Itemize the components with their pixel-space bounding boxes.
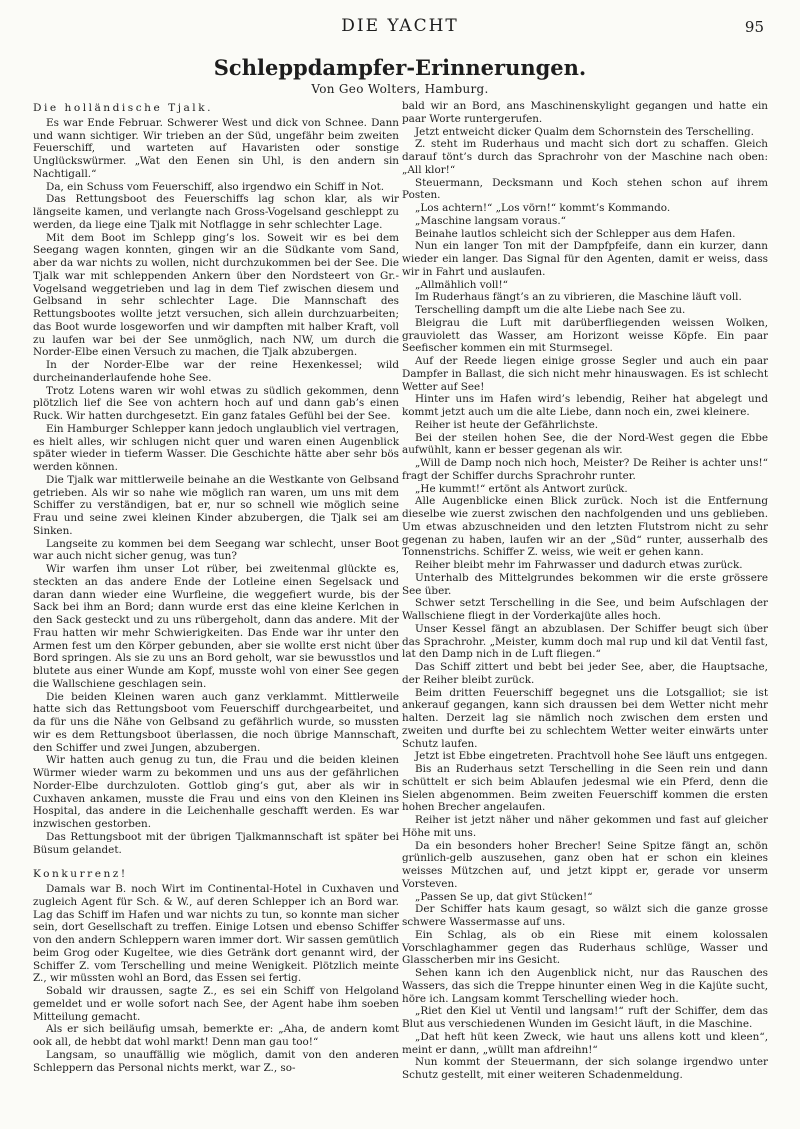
paragraph: In der Norder-Elbe war der reine Hexenkessel; wild durcheinanderlaufende hohe See.: [33, 359, 399, 384]
paragraph: Die beiden Kleinen waren auch ganz verklammt. Mittlerweile hatte sich das Rettungsboot vom Feuerschiff durchgearbeitet, und da für uns die Nähe von Gelbsand zu gefährlich wurde, so mussten wir es dem Rettungsboot überlassen, die noch übrige Mannschaft, den Schiffer und zwei Jungen, abzubergen.: [33, 690, 399, 754]
article-title: Schleppdampfer-Erinnerungen.: [213, 55, 587, 80]
paragraph: Unterhalb des Mittelgrundes bekommen wir die erste grössere See über.: [402, 571, 768, 597]
paragraph: Das Rettungsboot des Feuerschiffs lag schon klar, als wir längseite kamen, und verlangte nach Gross-Vogelsand geschleppt zu werden, da liege eine Tjalk mit Notflagge in sehr schlechter Lage.: [33, 193, 399, 231]
page-header: [0, 16, 800, 40]
paragraph: „Los achtern!“ „Los vörn!“ kommt’s Kommando.: [415, 202, 671, 214]
paragraph: Terschelling dampft um die alte Liebe nach See zu.: [415, 304, 686, 316]
paragraph: Ein Schlag, als ob ein Riese mit einem kolossalen Vorschlaghammer gegen das Ruderhaus schlüge, Wasser und Glasscherben mir ins Gesicht.: [402, 928, 768, 967]
paragraph: Sobald wir draussen, sagte Z., es sei ein Schiff von Helgoland gemeldet und er wolle sofort nach See, der Agent habe ihm soeben Mitteilung gemacht.: [33, 985, 399, 1023]
paragraph: Damals war B. noch Wirt im Continental-Hotel in Cuxhaven und zugleich Agent für Sch. & W., auf deren Schlepper ich an Bord war. Lag das Schiff im Hafen und war nichts zu tun, so konnte man sicher sein, dort Gesellschaft zu treffen. Einige Lotsen und ebenso Schiffer von den andern Schleppern waren immer dort. Wir sassen gemütlich beim Grog oder Kugeltee, wie dies Getränk dort genannt wird, der Schiffer Z. vom Terschelling und meine Wenigkeit. Plötzlich meinte Z., wir müssten wohl an Bord, das Essen sei fertig.: [33, 883, 399, 985]
paragraph: Da, ein Schuss vom Feuerschiff, also irgendwo ein Schiff in Not.: [46, 180, 385, 193]
paragraph: Wir hatten auch genug zu tun, die Frau und die beiden kleinen Würmer wieder warm zu bekommen und uns aus der gefährlichen Norder-Elbe durchzuloten. Gottlob ging’s gut, aber als wir in Cuxhaven ankamen, musste die Frau und eins von den Kleinen ins Hospital, das andere in die Leichenhalle geschafft werden. Es war inzwischen gestorben.: [33, 754, 399, 830]
paragraph: Schwer setzt Terschelling in die See, und beim Aufschlagen der Wallschiene fliegt in der Vorderkajüte alles hoch.: [402, 597, 768, 622]
page-number: 95: [744, 18, 764, 36]
paragraph: Nun ein langer Ton mit der Dampfpfeife, dann ein kurzer, dann wieder ein langer. Das Signal für den Agenten, damit er weiss, dass wir in Fahrt und auslaufen.: [402, 240, 768, 278]
section-heading-konkurrenz: Konkurrenz!: [33, 868, 128, 881]
paragraph: Jetzt ist Ebbe eingetreten. Prachtvoll hohe See läuft uns entgegen.: [415, 750, 768, 763]
paragraph: Das Rettungsboot mit der übrigen Tjalkmannschaft ist später bei Büsum gelandet.: [33, 830, 399, 856]
paragraph: „Maschine langsam voraus.“: [415, 214, 566, 227]
paragraph: Das Schiff zittert und bebt bei jeder See, aber, die Hauptsache, der Reiher bleibt zurück.: [402, 661, 768, 686]
paragraph: Der Schiffer hats kaum gesagt, so wälzt sich die ganze grosse schwere Wassermasse auf uns.: [402, 903, 768, 928]
paragraph: Langsam, so unauffällig wie möglich, damit von den anderen Schleppern das Personal nichts merkt, war Z., so-: [33, 1048, 399, 1074]
paragraph: Als er sich beiläufig umsah, bemerkte er: „Aha, de andern komt ook all, de hebbt dat wohl markt! Denn man gau too!“: [33, 1023, 399, 1048]
paragraph: Da ein besonders hoher Brecher! Seine Spitze fängt an, schön grünlich-gelb auszusehen, ganz oben hat er schon ein kleines weisses Mützchen auf, und jetzt kippt er, gerade vor unserm Vorsteven.: [402, 839, 768, 890]
section-heading-tjalk: Die holländische Tjalk.: [33, 102, 213, 114]
paragraph: „Will de Damp noch nich hoch, Meister? De Reiher is achter uns!“ fragt der Schiffer durchs Sprachrohr runter.: [402, 457, 768, 482]
paragraph: Bleigrau die Luft mit darüberfliegenden weissen Wolken, grauviolett das Wasser, am Horizont weisse Köpfe. Ein paar Seefischer kommen ein mit Sturmsegel.: [402, 316, 768, 355]
paragraph: Z. steht im Ruderhaus und macht sich dort zu schaffen. Gleich darauf tönt’s durch das Sprachrohr von der Maschine nach oben: „All klor!“: [402, 138, 768, 176]
paragraph: Beinahe lautlos schleicht sich der Schlepper aus dem Hafen.: [415, 227, 736, 240]
paragraph: Bei der steilen hohen See, die der Nord-West gegen die Ebbe aufwühlt, kann er besser gegenan als wir.: [402, 431, 768, 457]
paragraph: Sehen kann ich den Augenblick nicht, nur das Rauschen des Wassers, das sich die Treppe hinunter einen Weg in die Kajüte sucht, höre ich. Langsam kommt Terschelling wieder hoch.: [402, 967, 768, 1005]
paragraph: „He kummt!“ ertönt als Antwort zurück.: [415, 482, 628, 495]
paragraph: „Passen Se up, dat givt Stücken!“: [415, 890, 593, 903]
paragraph: Trotz Lotens waren wir wohl etwas zu südlich gekommen, denn plötzlich lief die See von achtern hoch auf und dann gab’s einen Ruck. Wir hatten durchgesetzt. Ein ganz fatales Gefühl bei der See.: [33, 384, 399, 422]
paragraph: Die Tjalk war mittlerweile beinahe an die Westkante von Gelbsand getrieben. Als wir so nahe wie möglich ran waren, um uns mit dem Schiffer zu verständigen, bat er, nur so schnell wie möglich seine Frau und seine zwei kleinen Kinder abzubergen, die Tjalk sei am Sinken.: [33, 473, 399, 537]
paragraph: Unser Kessel fängt an abzublasen. Der Schiffer beugt sich über das Sprachrohr. „Meister, kumm doch mal rup und kil dat Ventil fast, lat den Damp nich in de Luft fliegen.“: [402, 622, 768, 661]
paragraph: „Allmählich voll!“: [415, 278, 508, 291]
paragraph: „Dat heft hüt keen Zweck, wie haut uns allens kott und kleen“, meint er dann, „wüllt man afdreihn!“: [402, 1030, 768, 1056]
paragraph: Nun kommt der Steuermann, der sich solange irgendwo unter Schutz gestellt, mit einer weiteren Schadenmeldung.: [402, 1056, 768, 1081]
right-column: [402, 100, 768, 1082]
section-gap: [33, 856, 399, 866]
paragraph: Steuermann, Decksmann und Koch stehen schon auf ihrem Posten.: [402, 176, 768, 202]
paragraph: Jetzt entweicht dicker Qualm dem Schornstein des Terschelling.: [415, 125, 754, 138]
paragraph: Reiher ist heute der Gefährlichste.: [415, 418, 599, 431]
paragraph: Mit dem Boot im Schlepp ging’s los. Soweit wir es bei dem Seegang wagen konnten, gingen wir an die Südkante vom Sand, aber da war nichts zu wollen, nicht durchzukommen bei der See. Die Tjalk war mit schleppenden Ankern über den Nordsteert von Gr.-Vogelsand weggetrieben und lag in dem Tief zwischen diesem und Gelbsand in sehr schlechter Lage. Die Mannschaft des Rettungsbootes wollte jetzt versuchen, sich allein durchzuarbeiten; das Boot wurde losgeworfen und wir dampften mit halber Kraft, voll zu laufen war bei der See unmöglich, nach NW, um durch die Norder-Elbe einen Versuch zu machen, die Tjalk abzubergen.: [33, 231, 399, 359]
paragraph: Langseite zu kommen bei dem Seegang war schlecht, unser Boot war auch nicht sicher genug, was tun?: [33, 537, 399, 563]
paragraph: Reiher bleibt mehr im Fahrwasser und dadurch etwas zurück.: [415, 559, 743, 571]
paragraph: Beim dritten Feuerschiff begegnet uns die Lotsgalliot; sie ist ankerauf gegangen, kann sich draussen bei dem Wetter nicht mehr halten. Derzeit lag sie nämlich noch zwischen dem ersten und zweiten und durfte bei zu schlechtem Wetter weiter einwärts unter Schutz laufen.: [402, 686, 768, 750]
paragraph: Es war Ende Februar. Schwerer West und dick von Schnee. Dann und wann sichtiger. Wir trieben an der Süd, ungefähr beim zweiten Feuerschiff, und warteten auf Havaristen oder sonstige Unglückswürmer. „Wat den Eenen sin Uhl, is den andern sin Nachtigall.“: [33, 116, 399, 180]
left-column: [33, 100, 399, 1074]
running-title: DIE YACHT: [341, 16, 459, 36]
paragraph: Wir warfen ihm unser Lot rüber, bei zweitenmal glückte es, steckten an das andere Ende der Lotleine einen Segelsack und daran dann wieder eine Wurfleine, die weggefiert wurde, bis der Sack bei ihm an Bord; dann wurde erst das eine kleine Kerlchen in den Sack gesteckt und zu uns rübergeholt, dann das andere. Mit der Frau hatten wir mehr Schwierigkeiten. Das Ende war ihr unter den Armen fest um den Körper gebunden, aber sie wollte erst nicht über Bord springen. Als sie zu uns an Bord geholt, war sie bewusstlos und blutete aus einer Wunde am Kopf, musste wohl von einer See gegen die Wallschiene geschlagen sein.: [33, 563, 399, 690]
paragraph: bald wir an Bord, ans Maschinenskylight gegangen und hatte ein paar Worte runtergerufen.: [402, 100, 768, 125]
paragraph: Hinter uns im Hafen wird’s lebendig, Reiher hat abgelegt und kommt jetzt auch um die alte Liebe, dann noch ein, zwei kleinere.: [402, 393, 768, 418]
paragraph: Alle Augenblicke einen Blick zurück. Noch ist die Entfernung dieselbe wie zuerst zwischen den nachfolgenden und uns geblieben. Um etwas abzuschneiden und den letzten Flutstrom nicht zu sehr gegenan zu haben, laufen wir an der „Süd“ runter, ausserhalb des Tonnenstrichs. Schiffer Z. weiss, wie weit er gehen kann.: [402, 495, 768, 559]
paragraph: Reiher ist jetzt näher und näher gekommen und fast auf gleicher Höhe mit uns.: [402, 814, 768, 839]
article-byline: Von Geo Wolters, Hamburg.: [311, 82, 489, 96]
paragraph: „Riet den Kiel ut Ventil und langsam!“ ruft der Schiffer, dem das Blut aus verschiedenen Wunden im Gesicht läuft, in die Maschine.: [402, 1005, 768, 1030]
paragraph: Auf der Reede liegen einige grosse Segler und auch ein paar Dampfer in Ballast, die sich nicht mehr hinauswagen. Es ist schlecht Wetter auf See!: [402, 355, 768, 393]
paragraph: Ein Hamburger Schlepper kann jedoch unglaublich viel vertragen, es hielt alles, wir schlugen nicht quer und waren einen Augenblick später wieder in tieferm Wasser. Die Geschichte hätte aber sehr bös werden können.: [33, 422, 399, 473]
paragraph: Bis an Ruderhaus setzt Terschelling in die Seen rein und dann schüttelt er sich beim Ablaufen jedesmal wie ein Pferd, denn die Sielen abgenommen. Beim zweiten Feuerschiff kommen die ersten hohen Brecher angelaufen.: [402, 763, 768, 814]
paragraph: Im Ruderhaus fängt’s an zu vibrieren, die Maschine läuft voll.: [415, 291, 742, 304]
